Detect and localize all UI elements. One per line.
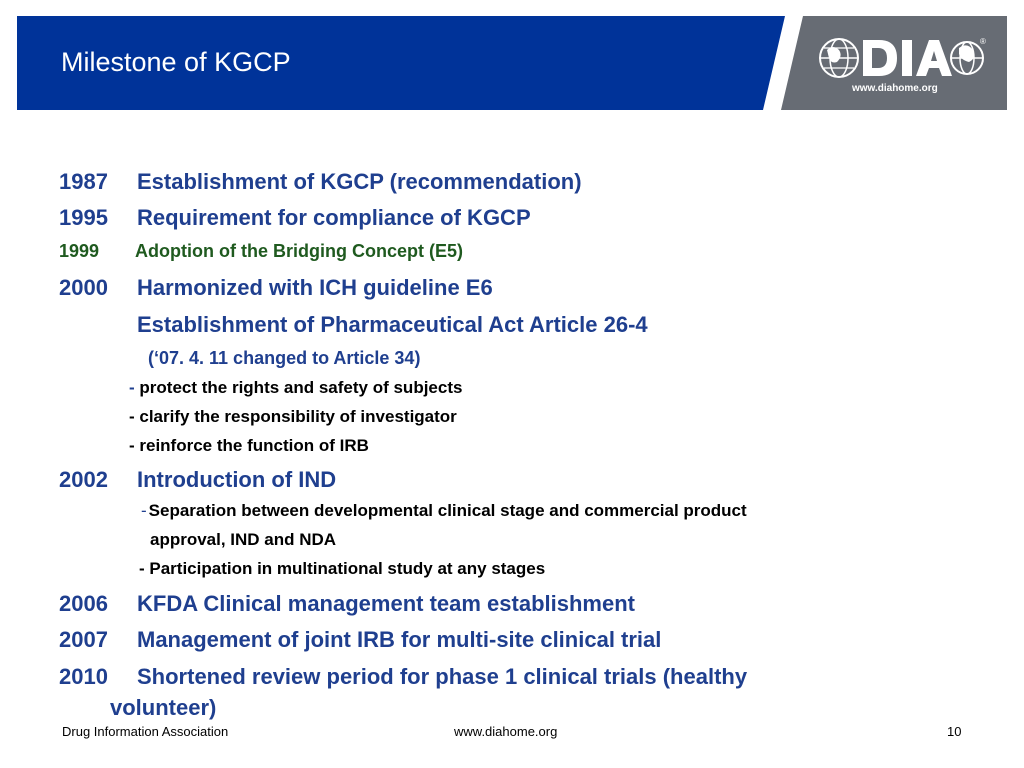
milestone-year: 1995 (59, 205, 108, 230)
milestone-2000-bullet-3: - reinforce the function of IRB (129, 436, 369, 455)
bullet-text: Separation between developmental clinical stage and commercial product (148, 501, 747, 520)
milestone-2002 (59, 467, 336, 493)
milestone-2010 (59, 664, 747, 690)
milestone-2000 (59, 275, 493, 301)
milestone-2010-cont: volunteer) (110, 695, 217, 720)
page-title: Milestone of KGCP (61, 47, 291, 77)
milestone-text: Harmonized with ICH guideline E6 (137, 275, 493, 300)
milestone-1995 (59, 205, 531, 231)
milestone-2007 (59, 627, 661, 653)
milestone-2000-note: (‘07. 4. 11 changed to Article 34) (148, 348, 421, 368)
footer-website: www.diahome.org (454, 724, 558, 739)
milestone-1987 (59, 169, 582, 195)
bullet-dash: - (141, 501, 147, 520)
bullet-text: protect the rights and safety of subjects (134, 378, 463, 397)
milestone-text: Introduction of IND (137, 467, 337, 492)
milestone-year: 1987 (59, 169, 108, 194)
milestone-year: 1999 (59, 241, 100, 261)
milestone-2000-bullet-2: - clarify the responsibility of investigator (129, 407, 457, 426)
milestone-2002-bullet-2: - Participation in multinational study at any stages (139, 559, 546, 578)
milestone-year: 2007 (59, 627, 108, 652)
milestone-text: Adoption of the Bridging Concept (E5) (135, 241, 463, 261)
milestone-year: 2006 (59, 591, 108, 616)
milestone-2006 (59, 591, 635, 617)
milestone-year: 2002 (59, 467, 108, 492)
milestone-text: KFDA Clinical management team establishment (137, 591, 635, 616)
milestone-text: Management of joint IRB for multi-site clinical trial (137, 627, 662, 652)
page-number: 10 (947, 724, 962, 739)
milestone-1999 (59, 241, 463, 262)
bullet-dash: - (129, 378, 135, 397)
milestone-2002-bullet-1-cont: approval, IND and NDA (150, 530, 337, 549)
logo-url: www.diahome.org (852, 83, 938, 94)
milestone-year: 2000 (59, 275, 108, 300)
milestone-2002-bullet-1 (141, 501, 747, 521)
milestone-2000-bullet-1 (129, 378, 462, 398)
milestone-text: Shortened review period for phase 1 clinical trials (healthy (137, 664, 748, 689)
milestone-text: Requirement for compliance of KGCP (137, 205, 531, 230)
milestone-2000-act: Establishment of Pharmaceutical Act Article 26-4 (137, 312, 648, 337)
milestone-text: Establishment of KGCP (recommendation) (137, 169, 582, 194)
milestone-year: 2010 (59, 664, 108, 689)
svg-text:®: ® (980, 37, 986, 46)
footer-organization: Drug Information Association (62, 724, 229, 739)
